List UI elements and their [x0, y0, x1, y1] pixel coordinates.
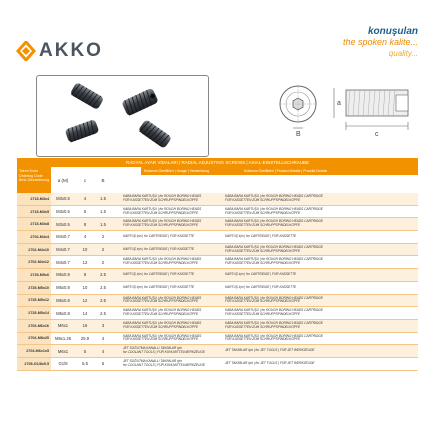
- detail-line: FÜR KASSETTEN ZUM SCHRUPPSPINDELKÖPFE: [225, 299, 301, 304]
- usage-line: JET SOĞUTMA KANALLI TAKIMLAR için: [123, 346, 182, 351]
- col-b-header: B: [101, 178, 105, 183]
- detail-cell: [221, 333, 371, 345]
- usage-cell: [121, 269, 221, 281]
- technical-drawing: [276, 76, 426, 146]
- ordering-code-cell: 2715-M3x8: [17, 218, 51, 230]
- spacer-cell: [111, 295, 121, 307]
- hex-key-cell: 4: [95, 333, 111, 345]
- spacer-cell: [111, 320, 121, 332]
- header-line-de: Best.-Bezeichnung: [19, 178, 50, 182]
- thread-size-cell: M5x0.8: [51, 295, 75, 307]
- table-row: [17, 295, 418, 308]
- detail-line: KABA BARA KARTUŞU | for ROUGH BORING HEADS CARTRIDGE: [225, 219, 323, 224]
- detail-cell: [221, 307, 371, 319]
- table-row: [17, 218, 418, 231]
- length-cell: 4: [75, 193, 95, 205]
- usage-text: [123, 220, 201, 228]
- pad-cell: [371, 218, 418, 230]
- hex-key-cell: 2.5: [95, 269, 111, 281]
- spacer-cell: [111, 282, 121, 294]
- usage-text: [123, 335, 201, 343]
- ordering-code-cell: 2704-M8x25: [17, 333, 51, 345]
- detail-line: FÜR KASSETTEN ZUM SCHRUPPSPINDELKÖPFE: [225, 312, 301, 317]
- spacer-cell: [111, 206, 121, 218]
- detail-text: [225, 273, 296, 277]
- thread-size-cell: M4x0.7: [51, 231, 75, 243]
- length-cell: 4: [75, 231, 95, 243]
- length-cell: 5: [75, 345, 95, 357]
- usage-line: KARTUŞ için | for CARTRIDGE | FÜR KASSETTE: [123, 284, 195, 289]
- detail-line: KABA BARA KARTUŞU | for ROUGH BORING HEADS CARTRIDGE: [225, 308, 323, 313]
- detail-line: KARTUŞ için | for CARTRIDGE | FÜR KASSETTE: [225, 272, 297, 277]
- ordering-code-cell: 2725-M5x6: [17, 269, 51, 281]
- pad-cell: [371, 345, 418, 357]
- detail-cell: [221, 358, 371, 370]
- hex-key-cell: 1.5: [95, 193, 111, 205]
- detail-text: [225, 208, 323, 216]
- usage-line: FÜR KASSETTEN ZUM SCHRUPPSPINDELKÖPFE: [123, 197, 199, 202]
- ordering-code-cell: 2725-M5x12: [17, 295, 51, 307]
- detail-line: FÜR KASSETTEN ZUM SCHRUPPSPINDELKÖPFE: [225, 223, 301, 228]
- usage-cell: [121, 320, 221, 332]
- length-cell: 10: [75, 282, 95, 294]
- thread-size-cell: M3x0.5: [51, 193, 75, 205]
- usage-line: KARTUŞ için | for CARTRIDGE | FÜR KASSETTE: [123, 246, 195, 251]
- detail-line: FÜR KASSETTEN ZUM SCHRUPPSPINDELKÖPFE: [225, 261, 301, 266]
- thread-size-cell: M5x0.8: [51, 307, 75, 319]
- ordering-code-cell: 2725-M5x10: [17, 282, 51, 294]
- set-screws-image: [37, 76, 208, 156]
- detail-line: KABA BARA KARTUŞU | for ROUGH BORING HEADS CARTRIDGE: [225, 257, 323, 262]
- usage-line: FÜR KASSETTEN ZUM SCHRUPPSPINDELKÖPFE: [123, 337, 199, 342]
- slogan-line-2: the spoken kalite...: [342, 37, 418, 47]
- table-row: [17, 345, 418, 358]
- table-row: [17, 256, 418, 269]
- page-header: [0, 0, 434, 72]
- dim-b-label: B: [296, 131, 301, 138]
- detail-line: FÜR KASSETTEN ZUM SCHRUPPSPINDELKÖPFE: [225, 248, 301, 253]
- detail-line: KABA BARA KARTUŞU | for ROUGH BORING HEADS CARTRIDGE: [225, 206, 323, 211]
- detail-text: [225, 362, 315, 366]
- thread-size-cell: M5x0.8: [51, 282, 75, 294]
- pad-cell: [371, 320, 418, 332]
- usage-line: FÜR KASSETTEN ZUM SCHRUPPSPINDELKÖPFE: [123, 324, 199, 329]
- usage-text: [123, 309, 201, 317]
- dim-a-label: a: [337, 100, 341, 107]
- detail-text: [225, 309, 323, 317]
- usage-cell: [121, 193, 221, 205]
- spacer-cell: [111, 269, 121, 281]
- table-title: RADYAL AYAR VİDALARI | RADIAL ADJUSTING SCREWS | AXIAL-EINSTELLSCHRAUBE: [17, 158, 418, 167]
- length-cell: 6: [75, 269, 95, 281]
- table-row: [17, 206, 418, 219]
- detail-text: [225, 297, 323, 305]
- detail-text: [225, 220, 323, 228]
- detail-text: [225, 246, 323, 254]
- detail-cell: [221, 206, 371, 218]
- hex-key-cell: 2: [95, 256, 111, 268]
- length-cell: 5.5: [75, 358, 95, 370]
- usage-line: FÜR KASSETTEN ZUM SCHRUPPSPINDELKÖPFE: [123, 261, 199, 266]
- usage-line: FÜR KASSETTEN ZUM SCHRUPPSPINDELKÖPFE: [123, 223, 199, 228]
- spacer-cell: [111, 358, 121, 370]
- thread-size-cell: M3x0.5: [51, 218, 75, 230]
- table-row: [17, 244, 418, 257]
- usage-line: KABA BARA KARTUŞU | for ROUGH BORING HEADS: [123, 320, 202, 325]
- usage-cell: [121, 231, 221, 243]
- thread-size-cell: M3x0.5: [51, 206, 75, 218]
- usage-line: KABA BARA KARTUŞU | for ROUGH BORING HEADS: [123, 295, 202, 300]
- pad-cell: [371, 269, 418, 281]
- detail-cell: [221, 218, 371, 230]
- ordering-code-cell: 2702-M4x4: [17, 231, 51, 243]
- thread-size-cell: G1/8: [51, 358, 75, 370]
- usage-cell: [121, 333, 221, 345]
- ordering-code-cell: 2703-M6x16: [17, 320, 51, 332]
- slogan-line-3: quality...: [388, 49, 418, 58]
- table-row: [17, 307, 418, 320]
- hex-key-cell: 1.5: [95, 218, 111, 230]
- detail-line: KARTUŞ için | for CARTRIDGE | FÜR KASSETTE: [225, 234, 297, 238]
- usage-cell: [121, 295, 221, 307]
- spacer-cell: [111, 218, 121, 230]
- usage-line: KABA BARA KARTUŞU | for ROUGH BORING HEADS: [123, 257, 202, 262]
- thread-size-cell: M5x0.8: [51, 269, 75, 281]
- table-row: [17, 193, 418, 206]
- thread-size-cell: M6x1: [51, 320, 75, 332]
- pad-cell: [371, 358, 418, 370]
- detail-cell: [221, 193, 371, 205]
- length-cell: 14: [75, 307, 95, 319]
- hex-key-cell: 5: [95, 358, 111, 370]
- spacer-cell: [111, 231, 121, 243]
- usage-line: for COOLANT TOOLS | FÜR KÜHLMITTELWERKZEUGE: [123, 362, 205, 367]
- usage-line: JET SOĞUTMA KANALLI TAKIMLAR için: [123, 358, 182, 363]
- table-row: [17, 358, 418, 371]
- ordering-code-cell: 2715-M3x5: [17, 206, 51, 218]
- usage-line: KARTUŞ için | for CARTRIDGE | FÜR KASSETTE: [123, 234, 195, 238]
- usage-line: for COOLANT TOOLS | FÜR KÜHLMITTELWERKZEUGE: [123, 350, 205, 355]
- detail-line: KABA BARA KARTUŞU | for ROUGH BORING HEADS CARTRIDGE: [225, 194, 323, 199]
- pad-cell: [371, 282, 418, 294]
- usage-line: KABA BARA KARTUŞU | for ROUGH BORING HEADS: [123, 333, 202, 338]
- pad-cell: [371, 333, 418, 345]
- usage-cell: [121, 282, 221, 294]
- pad-cell: [371, 256, 418, 268]
- usage-text: [123, 235, 194, 239]
- details-subheader: Kullanım Özellikleri | Product Details | Produkt-Details: [241, 167, 418, 175]
- detail-cell: [221, 320, 371, 332]
- table-row: [17, 282, 418, 295]
- spacer-cell: [111, 307, 121, 319]
- ordering-code-cell: 2725-M5x14: [17, 307, 51, 319]
- usage-cell: [121, 345, 221, 357]
- thread-size-cell: M6x1: [51, 345, 75, 357]
- length-cell: 10: [75, 244, 95, 256]
- header-line-en: Ordering Code: [19, 173, 43, 178]
- detail-line: FÜR KASSETTEN ZUM SCHRUPPSPINDELKÖPFE: [225, 337, 301, 342]
- thread-size-cell: M8x1.25: [51, 333, 75, 345]
- detail-line: FÜR KASSETTEN ZUM SCHRUPPSPINDELKÖPFE: [225, 197, 301, 202]
- thread-size-cell: M4x0.7: [51, 244, 75, 256]
- akko-logo: [16, 40, 103, 62]
- detail-text: [225, 286, 296, 290]
- usage-cell: [121, 206, 221, 218]
- length-cell: 16: [75, 320, 95, 332]
- column-headers: [51, 175, 111, 187]
- hex-key-cell: 2: [95, 244, 111, 256]
- usage-text: [123, 273, 194, 277]
- detail-text: [225, 195, 323, 203]
- detail-cell: [221, 295, 371, 307]
- spacer-cell: [111, 244, 121, 256]
- hex-key-cell: 1.5: [95, 206, 111, 218]
- usage-line: FÜR KASSETTEN ZUM SCHRUPPSPINDELKÖPFE: [123, 299, 199, 304]
- length-cell: 8: [75, 218, 95, 230]
- detail-line: KABA BARA KARTUŞU | for ROUGH BORING HEADS CARTRIDGE: [225, 333, 323, 338]
- detail-text: [225, 258, 323, 266]
- usage-cell: [121, 307, 221, 319]
- pad-cell: [371, 206, 418, 218]
- header-line-tr: Takım Kodu: [19, 169, 38, 173]
- detail-cell: [221, 256, 371, 268]
- detail-text: [225, 322, 323, 330]
- detail-text: [225, 235, 296, 239]
- detail-text: [225, 335, 323, 343]
- pad-cell: [371, 295, 418, 307]
- ordering-code-cell: 2705-G1/8x5.5: [17, 358, 51, 370]
- hex-key-cell: 4: [95, 345, 111, 357]
- table-row: [17, 333, 418, 346]
- usage-text: [123, 322, 201, 330]
- usage-line: KABA BARA KARTUŞU | for ROUGH BORING HEADS: [123, 194, 202, 199]
- detail-cell: [221, 269, 371, 281]
- pad-cell: [371, 307, 418, 319]
- ordering-code-cell: 2702-M4x12: [17, 256, 51, 268]
- usage-cell: [121, 244, 221, 256]
- ordering-code-cell: 2702-M4x10: [17, 244, 51, 256]
- spacer-cell: [111, 345, 121, 357]
- usage-line: KABA BARA KARTUŞU | for ROUGH BORING HEADS: [123, 219, 202, 224]
- usage-text: [123, 297, 201, 305]
- detail-line: JET TAKIMLAR için | for JET TOOLS | FÜR JET WERKZEUGE: [225, 348, 315, 353]
- usage-text: [123, 248, 194, 252]
- length-cell: 25.9: [75, 333, 95, 345]
- hex-key-cell: 2: [95, 231, 111, 243]
- detail-cell: [221, 282, 371, 294]
- usage-line: KABA BARA KARTUŞU | for ROUGH BORING HEADS: [123, 206, 202, 211]
- detail-line: JET TAKIMLAR için | for JET TOOLS | FÜR JET WERKZEUGE: [225, 360, 315, 365]
- detail-line: FÜR KASSETTEN ZUM SCHRUPPSPINDELKÖPFE: [225, 324, 301, 329]
- thread-size-cell: M4x0.7: [51, 256, 75, 268]
- product-photo: [36, 75, 209, 157]
- detail-cell: [221, 244, 371, 256]
- usage-cell: [121, 218, 221, 230]
- usage-subheader: Kullanım Özellikleri | Usage | Verwendung: [141, 167, 241, 175]
- pad-cell: [371, 231, 418, 243]
- slogan-line-1: konuşulan: [367, 26, 418, 37]
- pad-cell: [371, 244, 418, 256]
- length-cell: 12: [75, 256, 95, 268]
- pad-cell: [371, 193, 418, 205]
- detail-line: KABA BARA KARTUŞU | for ROUGH BORING HEADS CARTRIDGE: [225, 320, 323, 325]
- detail-cell: [221, 345, 371, 357]
- ordering-code-cell: 2704-M6x1x5: [17, 345, 51, 357]
- logo-text: AKKO: [39, 40, 103, 61]
- hex-key-cell: 2.5: [95, 282, 111, 294]
- hex-key-cell: 2.5: [95, 307, 111, 319]
- length-cell: 12: [75, 295, 95, 307]
- col-c-header: c: [83, 178, 87, 183]
- usage-line: FÜR KASSETTEN ZUM SCHRUPPSPINDELKÖPFE: [123, 210, 199, 215]
- hex-key-cell: 3: [95, 320, 111, 332]
- usage-text: [123, 286, 194, 290]
- detail-line: KABA BARA KARTUŞU | for ROUGH BORING HEADS CARTRIDGE: [225, 295, 323, 300]
- spacer-cell: [111, 193, 121, 205]
- hex-key-cell: 2.5: [95, 295, 111, 307]
- akko-logo-mark-icon: [16, 41, 36, 61]
- usage-cell: [121, 256, 221, 268]
- col-a-header: a (M): [57, 178, 69, 183]
- usage-text: [123, 360, 205, 368]
- slogan: [343, 26, 418, 59]
- detail-text: [225, 349, 315, 353]
- ordering-code-cell: 2715-M3x4: [17, 193, 51, 205]
- table-row: [17, 231, 418, 244]
- dim-c-label: c: [375, 131, 379, 138]
- table-row: [17, 320, 418, 333]
- table-row: [17, 269, 418, 282]
- usage-text: [123, 208, 201, 216]
- spacer-cell: [111, 333, 121, 345]
- usage-text: [123, 258, 201, 266]
- detail-cell: [221, 231, 371, 243]
- detail-line: KABA BARA KARTUŞU | for ROUGH BORING HEADS CARTRIDGE: [225, 244, 323, 249]
- detail-line: FÜR KASSETTEN ZUM SCHRUPPSPINDELKÖPFE: [225, 210, 301, 215]
- length-cell: 5: [75, 206, 95, 218]
- detail-line: KARTUŞ için | for CARTRIDGE | FÜR KASSETTE: [225, 284, 297, 289]
- usage-cell: [121, 358, 221, 370]
- product-table-body: [17, 193, 418, 371]
- ordering-code-header: [17, 167, 51, 193]
- usage-text: [123, 195, 201, 203]
- usage-line: KARTUŞ için | for CARTRIDGE | FÜR KASSETTE: [123, 272, 195, 277]
- usage-line: FÜR KASSETTEN ZUM SCHRUPPSPINDELKÖPFE: [123, 312, 199, 317]
- usage-line: KABA BARA KARTUŞU | for ROUGH BORING HEADS: [123, 308, 202, 313]
- usage-text: [123, 347, 205, 355]
- spacer-cell: [111, 256, 121, 268]
